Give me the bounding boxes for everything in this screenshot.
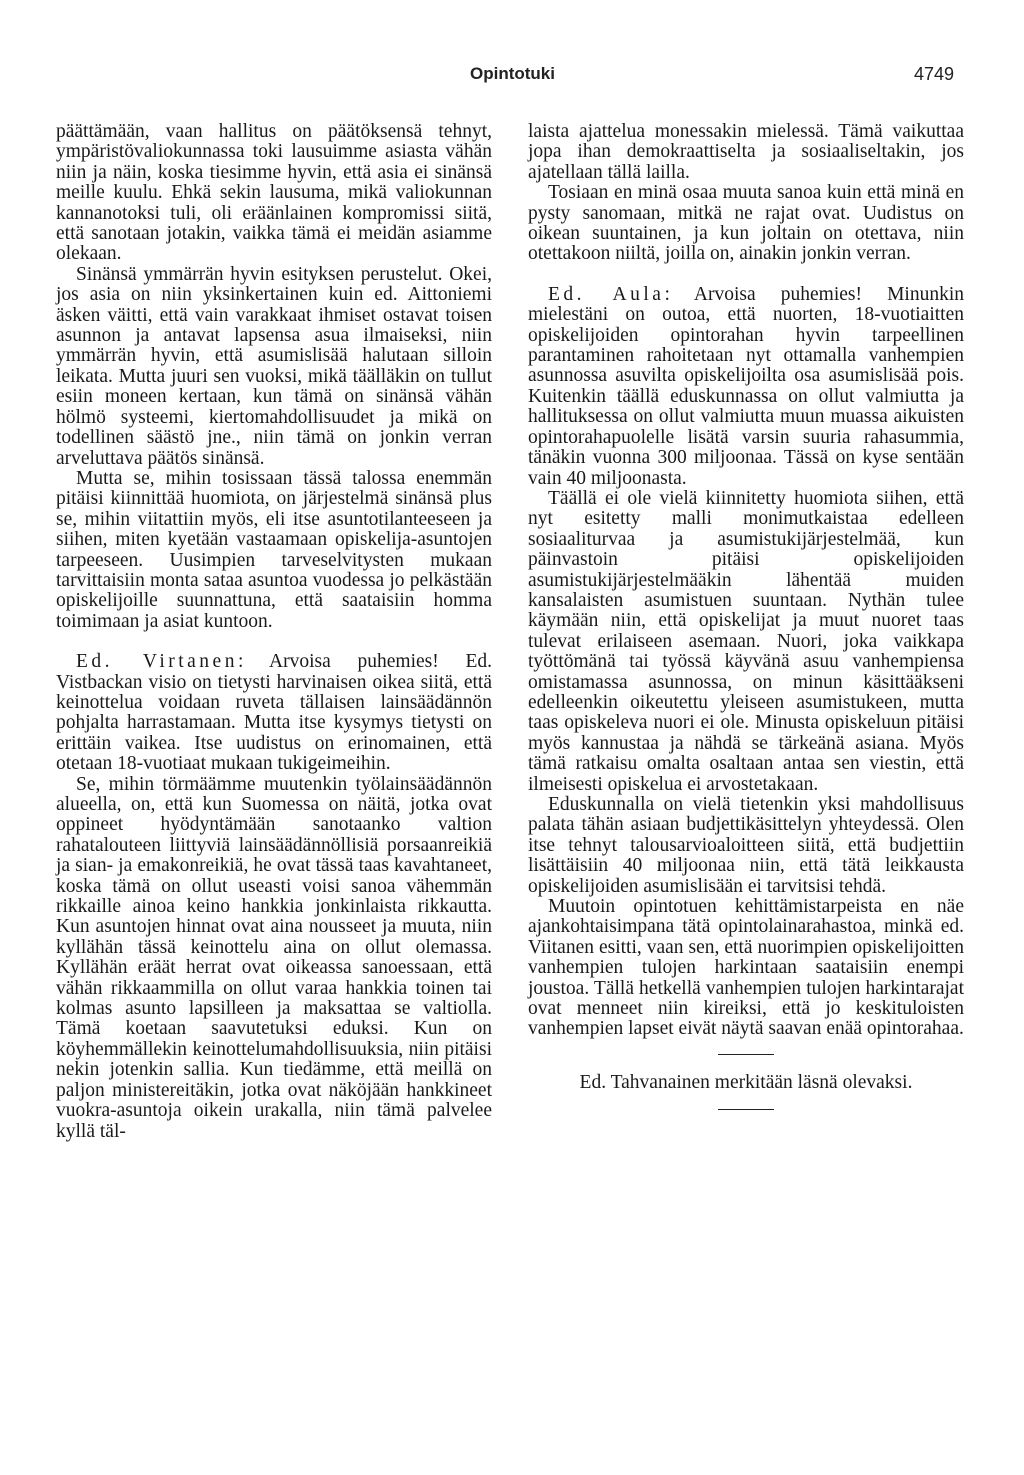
speech-paragraph xyxy=(56,652,492,774)
paragraph: Eduskunnalla on vielä tietenkin yksi mahdollisuus palata tähän asiaan budjettikäsittelyn yhteydessä. Olen itse tehnyt talousarvioaloitteen siitä, että budjettiin lisättäisiin 40 miljoonaa niin, että tätä leikkausta opiskelijoiden asumislisään ei tarvitsisi tehdä. xyxy=(528,794,964,897)
paragraph: Täällä ei ole vielä kiinnitetty huomiota siihen, että nyt esitetty malli monimutkaistaa edelleen sosiaaliturvaa ja asumistukijärjestelmää, kun päinvastoin pitäisi opiskelijoiden asumistukijärjestelmääkin lähentää muiden kansalaisten asumistuen suuntaan. Nythän tulee käymään niin, että opiskelijat ja muut nuoret taas tulevat erilaiseen asemaan. Nuori, joka vaikkapa työttömänä tai työssä käyvänä asuu vanhempiensa omistamassa asunnossa, on minun käsittääkseni edelleenkin oikeutettu yleiseen asumistukeen, mutta taas opiskeleva nuori ei ole. Minusta opiskeluun pitäisi myös kannustaa ja nähdä se tärkeänä asiana. Myös tämä ratkaisu omalta osaltaan antaa sen viestin, että ilmeisesti opiskelua ei arvostetakaan. xyxy=(528,487,964,795)
attendance-note: Ed. Tahvanainen merkitään läsnä olevaksi. xyxy=(579,1071,913,1093)
separator-rule xyxy=(718,1054,774,1055)
speech-text: : Arvoisa puhemies! Minunkin mielestäni on outoa, että nuorten, 18-vuotiaitten opiskelijoiden opintorahan hyvin tarpeellinen parantaminen rahoitetaan nyt ottamalla vanhempien asunnossa asuvilta opiskelijoilta osa asumislisää pois. Kuitenkin täällä eduskunnassa on ollut valmiutta ja hallituksessa on ollut valmiutta muun muassa aikuisten opintorahapuolelle lisätä varsin suuria rahasummia, tänäkin vuonna 300 miljoonaa. Tässä on kyse sentään vain 40 miljoonasta. xyxy=(528,283,964,489)
speech-text: : Arvoisa puhemies! Ed. Vistbackan visio on tietysti harvinaisen oikea siitä, että keinottelua voidaan ruveta tällaisen lainsäädännön pohjalta harrastamaan. Mutta itse kysymys tietysti on erittäin vaikea. Itse uudistus on erinomainen, että otetaan 18-vuotiaat mukaan tukigeimeihin. xyxy=(56,651,493,775)
speaker-name: Ed. Virtanen xyxy=(76,651,238,673)
speaker-name: Ed. Aula xyxy=(548,283,665,305)
paragraph: päättämään, vaan hallitus on päätöksensä tehnyt, ympäristövaliokunnassa toki lausuimme asiasta vähän niin ja näin, koska tiesimme hyvin, että asia ei sinänsä meille kuulu. Ehkä sekin lausuma, mikä valiokunnan kannanotoksi tuli, oli eräänlainen kompromissi siitä, että sanotaan jotakin, vaikka tämä ei meidän asiamme olekaan. xyxy=(56,121,492,265)
page-number: 4749 xyxy=(914,64,955,84)
right-column xyxy=(528,122,964,1110)
separator-rule xyxy=(718,1109,774,1110)
paragraph: Muutoin opintotuen kehittämistarpeista en näe ajankohtaisimpana tätä opintolainarahastoa, minkä ed. Viitanen esitti, vaan sen, että nuorimpien opiskelijoitten vanhempien tulojen harkintaan saataisiin enempi joustoa. Tällä hetkellä vanhempien tulojen harkintarajat ovat menneet niin kireiksi, että jo keskituloisten vanhempien lapset eivät näytä saavan enää opintorahaa. xyxy=(528,896,964,1040)
paragraph: Tosiaan en minä osaa muuta sanoa kuin että minä en pysty sanomaan, mitkä ne rajat ovat. Uudistus on oikean suuntainen, ja kun joltain on otettava, niin otettakoon niiltä, joilla on, ainakin jonkin verran. xyxy=(528,182,964,265)
paragraph: Se, mihin törmäämme muutenkin työlainsäädännön alueella, on, että kun Suomessa on näitä, jotka ovat oppineet hyödyntämään sanotaanko valtion rahatalouteen liittyviä lainsäädännöllisiä porsaanreikiä ja sian- ja emakonreikiä, he ovat tässä taas kavahtaneet, koska tämä on ollut useasti voisi sanoa vähemmän rikkaille ainoa keino hankkia jonkinlaista rikkautta. Kun asuntojen hinnat ovat aina nousseet ja muuta, niin kyllähän tässä keinottelu aina on ollut olemassa. Kyllähän eräät herrat ovat oikeassa sanoessaan, että vähän rikkaammilla on ollut varaa hankkia toinen tai kolmas asunto lapsilleen ja maksattaa se valtiolla. Tämä koetaan saavutetuksi eduksi. Kun on köyhemmällekin keinottelumahdollisuuksia, niin pitäisi nekin jotenkin sallia. Kun tiedämme, että meillä on paljon ministereitäkin, jotka ovat näköjään hankkineet vuokra-asuntoja oikein urakalla, niin tämä palvelee kyllä täl- xyxy=(56,773,492,1142)
paragraph: laista ajattelua monessakin mielessä. Tämä vaikuttaa jopa ihan demokraattiselta ja sosiaaliseltakin, jos ajatellaan tällä lailla. xyxy=(528,121,964,183)
paragraph: Mutta se, mihin tosissaan tässä talossa enemmän pitäisi kiinnittää huomiota, on järjestelmä sinänsä plus se, mihin viitattiin myös, eli itse asuntotilanteeseen ja siihen, miten kyetään vastaamaan opiskelija-asuntojen tarpeeseen. Uusimpien tarveselvitysten mukaan tarvittaisiin monta sataa asuntoa vuodessa jo pelkästään opiskelijoille suunnattuna, että saataisiin homma toimimaan ja asiat kuntoon. xyxy=(56,467,492,632)
left-column xyxy=(56,122,492,1142)
speech-paragraph xyxy=(528,285,964,489)
running-title: Opintotuki xyxy=(470,64,555,83)
paragraph: Sinänsä ymmärrän hyvin esityksen perustelut. Okei, jos asia on niin yksinkertainen kuin ed. Aittoniemi äsken väitti, että vain varakkaat ihmiset ostavat toisen asunnon ja antavat lapsensa asua ilmaiseksi, niin ymmärrän hyvin, että asumislisää halutaan silloin leikata. Mutta juuri sen vuoksi, mikä täälläkin on tullut esiin moneen kertaan, kun tämä on sinänsä vähän hölmö systeemi, kiertomahdollisuudet ja mikä on todellinen säästö jne., niin tämä on jonkin verran arveluttava päätös sinänsä. xyxy=(56,263,492,469)
